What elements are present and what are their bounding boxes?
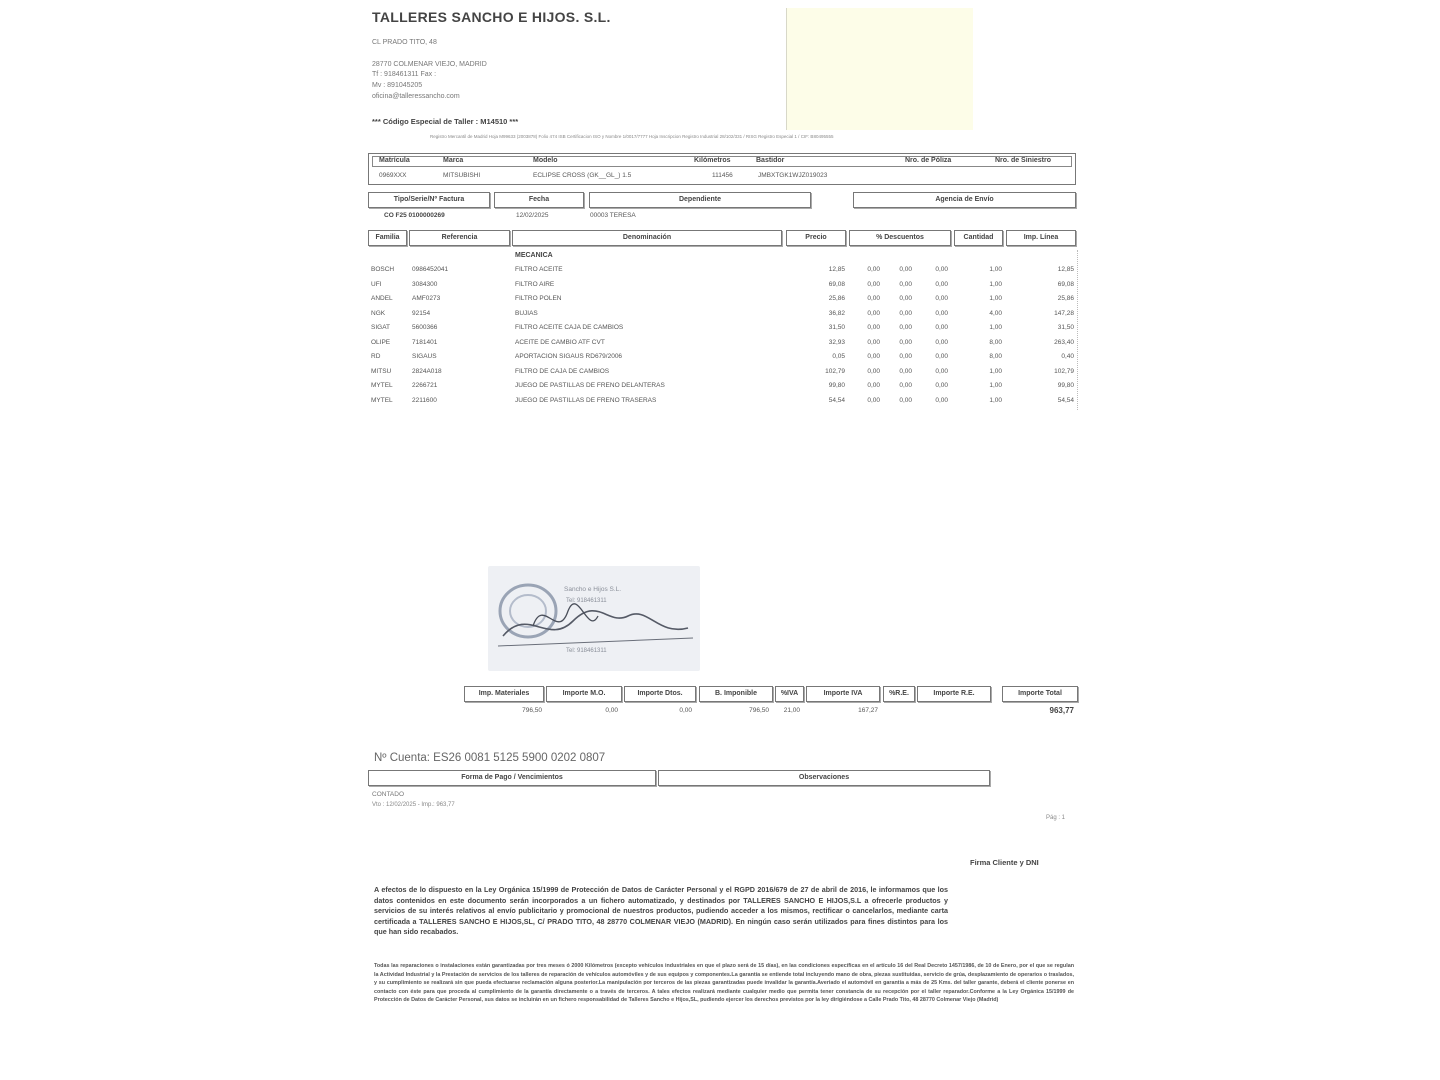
invoice-header-clerk: Dependiente [589, 192, 811, 208]
vehicle-plate: 0969XXX [379, 172, 407, 179]
invoice-header-date: Fecha [494, 192, 584, 208]
line-referencia: 5600366 [412, 324, 438, 331]
line-denominacion: APORTACION SIGAUS RD679/2006 [515, 353, 623, 360]
line-descuento-1: 0,00 [867, 266, 880, 273]
registry-line: Registro Mercantil de Madrid Hoja M99633 (2003878) Folio 474 ISB Certificacion ISO y Nombre 1/0017/7777 Hoja Inscripcion Registro Industrial 28/102/331 / RISG Registro Especial 1 / CIF: B80495555 [430, 134, 834, 139]
lines-header-precio: Precio [786, 230, 846, 246]
line-cantidad: 8,00 [989, 353, 1002, 360]
line-cantidad: 1,00 [989, 266, 1002, 273]
line-precio: 31,50 [828, 324, 845, 331]
line-descuento-2: 0,00 [899, 367, 912, 375]
line-cantidad: 1,00 [989, 280, 1002, 288]
line-referencia: SIGAUS [412, 353, 437, 360]
lines-header-denominacion: Denominación [512, 230, 782, 246]
line-denominacion: ACEITE DE CAMBIO ATF CVT [515, 338, 605, 346]
line-descuento-2: 0,00 [899, 295, 912, 302]
company-email: oficina@talleressancho.com [372, 93, 460, 100]
line-descuento-2: 0,00 [899, 280, 912, 288]
line-descuento-1: 0,00 [867, 396, 880, 404]
invoice-date: 12/02/2025 [516, 212, 549, 219]
totals-header-iva: Importe IVA [806, 686, 880, 702]
line-denominacion: FILTRO POLEN [515, 295, 562, 302]
line-descuento-3: 0,00 [935, 367, 948, 375]
line-cantidad: 8,00 [989, 338, 1002, 346]
line-cantidad: 1,00 [989, 324, 1002, 331]
company-mobile: Mv : 891045205 [372, 82, 423, 89]
lines-dotted-border [1076, 250, 1078, 410]
lines-header-cantidad: Cantidad [954, 230, 1003, 246]
vehicle-header-bastidor: Bastidor [756, 157, 785, 164]
line-importe: 99,80 [1057, 382, 1074, 389]
warranty-notice: Todas las reparaciones o instalaciones están garantizadas por tres meses ó 2000 Kilómetros (excepto vehículos industriales en que el plazo será de 15 días), en las condiciones específicas en el artículo 16 del Real Decreto 1457/1986, de 10 de Enero, por el que se regulan la Actividad Industrial y la Prestación de servicios de los talleres de reparación de vehículos automóviles y de sus equipos y componentes.La garantía se entiende total incluyendo mano de obra, piezas sustituidas, servicio de grúa, desplazamiento de operarios o traslados, y su cumplimiento se realizará sin que pueda efectuarse reclamación alguna posterior.La manipulación por terceros de las piezas garantizadas puede invalidar la garantía.Averiado el automóvil en garantía a más de 25 Kms. del taller garante, deberá el cliente ponerse en contacto con éste para que proceda al cumplimiento de la garantía directamente o a través de terceros. A tales efectos realizará mediante cualquier medio que permita tener constancia de su recepción por el taller reparador.Conforme a la Ley Orgánica 15/1999 de Protección de Datos de Carácter Personal, sus datos se incluirán en un fichero responsabilidad de Talleres Sancho e Hijos,SL, pudiendo ejercer los derechos previstos por la ley dirigiéndose a Calle Prado Tito, 48 28770 Colmenar Viejo (Madrid) [374, 963, 1074, 1004]
line-descuento-1: 0,00 [867, 324, 880, 331]
company-street: CL PRADO TITO, 48 [372, 39, 437, 46]
line-descuento-2: 0,00 [899, 382, 912, 389]
stamp-line-1: Sancho e Hijos S.L. [564, 586, 622, 593]
vehicle-brand: MITSUBISHI [443, 172, 481, 179]
lines-header-familia: Familia [368, 230, 407, 246]
stamp-signature-graphic [488, 566, 700, 671]
total-base: 796,50 [749, 707, 769, 714]
totals-header-materiales: Imp. Materiales [464, 686, 544, 702]
line-denominacion: FILTRO ACEITE [515, 266, 563, 273]
line-familia: MYTEL [371, 396, 393, 404]
observations-header: Observaciones [658, 770, 990, 786]
line-referencia: 92154 [412, 309, 431, 317]
company-name: TALLERES SANCHO E HIJOS. S.L. [372, 9, 611, 25]
invoice-number: CO F25 0100000269 [384, 212, 445, 219]
line-precio: 0,05 [832, 353, 845, 360]
line-descuento-1: 0,00 [867, 280, 880, 288]
line-denominacion: FILTRO ACEITE CAJA DE CAMBIOS [515, 324, 624, 331]
lines-header-descuentos: % Descuentos [849, 230, 951, 246]
privacy-notice: A efectos de lo dispuesto en la Ley Orgánica 15/1999 de Protección de Datos de Carácter Personal y el RGPD 2016/679 de 27 de abril de 2016, le informamos que los datos contenidos en este documento serán incorporados a un fichero automatizado, y destinados por TALLERES SANCHO E HIJOS,S.L a ofrecerle productos y servicios de su interés relativos al envío publicitario y promocional de nuestros productos, pudiendo acceder a los mismos, rectificar o cancelarlos, mediante carta certificada a TALLERES SANCHO E HIJOS,SL, C/ PRADO TITO, 48 28770 COLMENAR VIEJO (MADRID). En ningún caso serán utilizados para fines distintos para los que han sido recabados. [374, 885, 948, 936]
vehicle-vin: JMBXTGK1WJZ019023 [758, 172, 828, 179]
line-familia: OLIPE [371, 338, 391, 346]
line-denominacion: BUJIAS [515, 309, 538, 317]
line-referencia: 2266721 [412, 382, 438, 389]
lines-header-importe: Imp. Línea [1006, 230, 1076, 246]
bank-account: Nº Cuenta: ES26 0081 5125 5900 0202 0807 [374, 752, 606, 764]
line-precio: 32,93 [828, 338, 845, 346]
stamp-line-3: Tel: 918461311 [566, 648, 607, 654]
line-cantidad: 1,00 [989, 367, 1002, 375]
line-cantidad: 1,00 [989, 382, 1002, 389]
line-denominacion: JUEGO DE PASTILLAS DE FRENO TRASERAS [515, 396, 657, 404]
line-familia: SIGAT [371, 324, 391, 331]
payment-header: Forma de Pago / Vencimientos [368, 770, 656, 786]
line-descuento-3: 0,00 [935, 353, 948, 360]
lines-header-referencia: Referencia [409, 230, 510, 246]
line-referencia: 7181401 [412, 338, 438, 346]
line-precio: 54,54 [828, 396, 845, 404]
line-descuento-2: 0,00 [899, 324, 912, 331]
line-importe: 31,50 [1057, 324, 1074, 331]
line-descuento-1: 0,00 [867, 338, 880, 346]
vehicle-header-siniestro: Nro. de Siniestro [995, 157, 1052, 164]
line-referencia: 3084300 [412, 280, 438, 288]
line-referencia: AMF0273 [412, 295, 441, 302]
total-materiales: 796,50 [522, 707, 542, 714]
vehicle-header-marca: Marca [443, 157, 464, 164]
vehicle-header-modelo: Modelo [533, 157, 558, 164]
line-descuento-3: 0,00 [935, 295, 948, 302]
line-descuento-3: 0,00 [935, 324, 948, 331]
total-iva: 167,27 [858, 707, 878, 714]
line-descuento-3: 0,00 [935, 280, 948, 288]
line-descuento-2: 0,00 [899, 396, 912, 404]
line-importe: 54,54 [1057, 396, 1074, 404]
line-descuento-3: 0,00 [935, 266, 948, 273]
total-amount: 963,77 [1049, 706, 1074, 715]
line-familia: MYTEL [371, 382, 393, 389]
invoice-clerk: 00003 TERESA [590, 212, 636, 219]
vehicle-header-matricula: Matrícula [379, 157, 410, 164]
page-number: Pág : 1 [1046, 815, 1066, 821]
vehicle-header-km: Kilómetros [694, 157, 731, 164]
totals-header-re-pct: %R.E. [883, 686, 915, 702]
line-precio: 36,82 [828, 309, 845, 317]
stamp-line-2: Tel: 918461311 [566, 598, 607, 604]
line-cantidad: 1,00 [989, 396, 1002, 404]
line-precio: 12,85 [828, 266, 845, 273]
vehicle-header-poliza: Nro. de Póliza [905, 157, 952, 164]
line-importe: 102,79 [1054, 367, 1074, 375]
totals-header-base: B. Imponible [699, 686, 773, 702]
lines-section-title: MECANICA [515, 252, 553, 259]
total-mo: 0,00 [605, 707, 618, 714]
line-precio: 69,08 [828, 280, 845, 288]
line-descuento-1: 0,00 [867, 309, 880, 317]
line-descuento-3: 0,00 [935, 382, 948, 389]
totals-header-total: Importe Total [1002, 686, 1078, 702]
line-familia: MITSU [371, 367, 392, 375]
line-importe: 69,08 [1057, 280, 1074, 288]
address-window [786, 8, 973, 130]
line-importe: 12,85 [1057, 266, 1074, 273]
line-descuento-2: 0,00 [899, 309, 912, 317]
line-familia: BOSCH [371, 266, 395, 273]
payment-due: Vto : 12/02/2025 - Imp.: 963,77 [372, 802, 455, 808]
line-importe: 25,86 [1057, 295, 1074, 302]
line-importe: 263,40 [1054, 338, 1074, 346]
line-familia: NGK [371, 309, 386, 317]
payment-method: CONTADO [372, 791, 405, 798]
invoice-header-agency: Agencia de Envío [853, 192, 1076, 208]
line-precio: 99,80 [828, 382, 845, 389]
signature-label: Firma Cliente y DNI [970, 858, 1039, 867]
line-denominacion: JUEGO DE PASTILLAS DE FRENO DELANTERAS [515, 382, 665, 389]
line-precio: 102,79 [825, 367, 845, 375]
line-familia: ANDEL [371, 295, 393, 302]
line-descuento-2: 0,00 [899, 338, 912, 346]
totals-header-iva-pct: %IVA [775, 686, 804, 702]
line-denominacion: FILTRO AIRE [515, 280, 555, 288]
line-descuento-3: 0,00 [935, 309, 948, 317]
line-familia: RD [371, 353, 381, 360]
line-referencia: 0986452041 [412, 266, 449, 273]
company-stamp [488, 566, 700, 671]
line-referencia: 2824A018 [412, 367, 442, 375]
vehicle-model: ECLIPSE CROSS (GK__GL_) 1.5 [533, 172, 632, 179]
line-descuento-3: 0,00 [935, 338, 948, 346]
line-cantidad: 4,00 [989, 309, 1002, 317]
line-precio: 25,86 [828, 295, 845, 302]
line-descuento-1: 0,00 [867, 295, 880, 302]
total-dtos: 0,00 [679, 707, 692, 714]
special-code: *** Código Especial de Taller : M14510 *** [372, 117, 519, 126]
line-descuento-1: 0,00 [867, 367, 880, 375]
line-referencia: 2211600 [412, 396, 437, 404]
line-importe: 147,28 [1054, 309, 1074, 317]
line-descuento-1: 0,00 [867, 382, 880, 389]
company-city: 28770 COLMENAR VIEJO, MADRID [372, 61, 487, 68]
line-descuento-2: 0,00 [899, 266, 912, 273]
line-familia: UFI [371, 280, 382, 288]
totals-header-dtos: Importe Dtos. [624, 686, 696, 702]
line-denominacion: FILTRO DE CAJA DE CAMBIOS [515, 367, 610, 375]
line-importe: 0,40 [1061, 353, 1074, 360]
vehicle-km: 111456 [712, 172, 733, 179]
line-descuento-3: 0,00 [935, 396, 948, 404]
total-iva-pct: 21,00 [783, 707, 800, 714]
vehicle-box [368, 153, 1076, 185]
line-cantidad: 1,00 [989, 295, 1002, 302]
invoice-header-number: Tipo/Serie/Nº Factura [368, 192, 490, 208]
totals-header-re: Importe R.E. [917, 686, 991, 702]
line-descuento-2: 0,00 [899, 353, 912, 360]
totals-header-mo: Importe M.O. [546, 686, 622, 702]
line-descuento-1: 0,00 [867, 353, 880, 360]
company-tel: Tf : 918461311 Fax : [372, 71, 437, 78]
